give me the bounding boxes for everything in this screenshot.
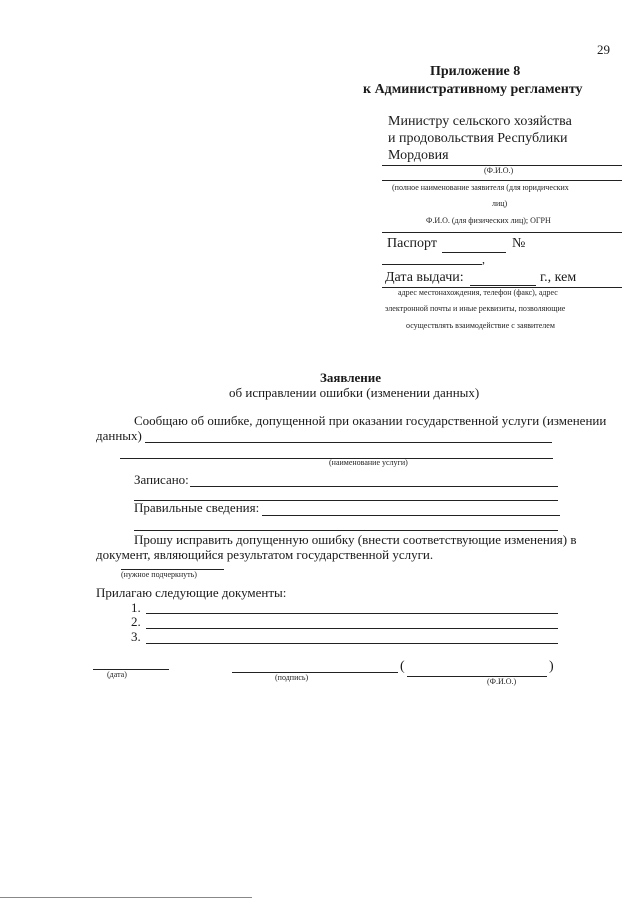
issued-by-label: г., кем xyxy=(540,270,577,285)
fio-paren-open: ( xyxy=(400,659,405,674)
address-caption-2: электронной почты и иные реквизиты, позволяющие xyxy=(385,304,566,313)
attach-label: Прилагаю следующие документы: xyxy=(96,585,287,600)
issue-date-label: Дата выдачи: xyxy=(385,270,464,285)
passport-comma: , xyxy=(482,252,485,266)
report-line-1: Сообщаю об ошибке, допущенной при оказании государственной услуги (изменении xyxy=(134,413,607,428)
attach-line-3 xyxy=(146,643,558,644)
signature-line xyxy=(232,672,398,673)
applicant-caption-2: лиц) xyxy=(492,199,508,208)
attach-item-1: 1. xyxy=(131,600,141,615)
signature-fio-caption: (Ф.И.О.) xyxy=(487,677,517,686)
statement-title: Заявление xyxy=(320,370,382,385)
attach-line-1 xyxy=(146,613,558,614)
ministry-line-1: Министру сельского хозяйства xyxy=(388,114,572,129)
applicant-caption-3: Ф.И.О. (для физических лиц); ОГРН xyxy=(426,216,551,225)
applicant-id-line xyxy=(382,232,622,233)
passport-extra-line xyxy=(382,264,482,265)
address-caption-3: осуществлять взаимодействие с заявителем xyxy=(406,321,555,330)
correct-info-line-1 xyxy=(262,515,560,516)
statement-subtitle: об исправлении ошибки (изменении данных) xyxy=(229,385,480,400)
request-line-1: Прошу исправить допущенную ошибку (внести соответствующие изменения) в xyxy=(134,532,577,547)
correct-info-line-2 xyxy=(134,530,558,531)
attach-item-3: 3. xyxy=(131,629,141,644)
correct-info-label: Правильные сведения: xyxy=(134,500,260,515)
report-line-2: данных) xyxy=(96,428,142,443)
attach-line-2 xyxy=(146,628,558,629)
regulation-title: к Административному регламенту xyxy=(363,82,583,97)
recorded-line-1 xyxy=(190,486,558,487)
issue-date-line xyxy=(470,285,536,286)
date-line xyxy=(93,669,169,670)
passport-number-sign: № xyxy=(512,236,526,251)
attach-item-2: 2. xyxy=(131,614,141,629)
request-line-2: документ, являющийся результатом государственной услуги. xyxy=(96,547,434,562)
date-caption: (дата) xyxy=(107,670,127,679)
signature-caption: (подпись) xyxy=(275,673,309,682)
service-line-1 xyxy=(145,442,552,443)
ministry-line-2: и продовольствия Республики xyxy=(388,131,568,146)
address-caption-1: адрес местонахождения, телефон (факс), адрес xyxy=(398,288,558,297)
applicant-line xyxy=(382,180,622,181)
applicant-caption-1: (полное наименование заявителя (для юридических xyxy=(392,183,569,192)
page-number: 29 xyxy=(597,42,610,57)
underline-caption: (нужное подчеркнуть) xyxy=(121,570,197,579)
fio-caption: (Ф.И.О.) xyxy=(484,166,514,175)
bottom-rule xyxy=(0,897,252,898)
appendix-title: Приложение 8 xyxy=(430,64,521,79)
ministry-line-3: Мордовия xyxy=(388,148,449,163)
recorded-label: Записано: xyxy=(134,472,189,487)
fio-paren-close: ) xyxy=(549,659,554,674)
passport-series-line xyxy=(442,252,506,253)
signature-fio-line xyxy=(407,676,547,677)
passport-label: Паспорт xyxy=(387,236,437,251)
service-caption: (наименование услуги) xyxy=(329,458,408,467)
